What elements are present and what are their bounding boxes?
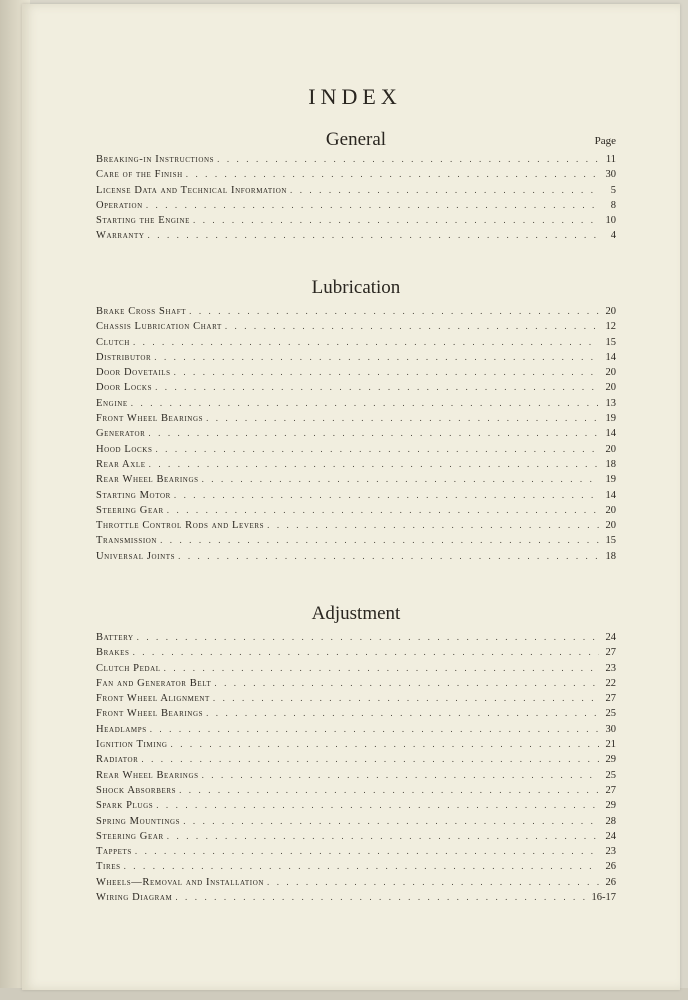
leader-dots <box>133 335 599 350</box>
leader-dots <box>149 457 599 472</box>
index-entry <box>96 783 616 798</box>
entry-page-number: 11 <box>605 154 616 165</box>
leader-dots <box>164 661 599 676</box>
leader-dots <box>155 380 599 395</box>
index-entry <box>96 722 616 737</box>
entry-label: Headlamps <box>96 723 147 735</box>
entry-label: Wheels—Removal and Installation <box>96 876 265 888</box>
entry-label: Distributor <box>96 351 152 363</box>
entry-page-number: 30 <box>605 169 616 181</box>
leader-dots <box>174 488 599 503</box>
section-adjustment <box>96 602 616 905</box>
leader-dots <box>133 645 599 660</box>
entry-label: Battery <box>96 632 134 643</box>
entry-label: Spark Plugs <box>96 800 154 812</box>
entry-page-number: 25 <box>605 769 616 781</box>
leader-dots <box>178 549 599 564</box>
entry-page-number: 26 <box>605 861 616 873</box>
entry-page-number: 23 <box>605 662 616 674</box>
leader-dots <box>171 737 599 752</box>
entry-label: Chassis Lubrication Chart <box>96 321 222 333</box>
leader-dots <box>131 396 599 411</box>
entry-page-number: 13 <box>605 397 616 409</box>
entry-label: Steering Gear <box>96 830 164 842</box>
leader-dots <box>186 167 599 182</box>
leader-dots <box>193 213 599 228</box>
entry-label: Front Wheel Alignment <box>96 693 210 705</box>
index-entry <box>96 645 616 660</box>
leader-dots <box>155 442 599 457</box>
entry-page-number: 27 <box>605 784 616 796</box>
entry-list <box>96 152 616 244</box>
entry-label: Generator <box>96 428 146 440</box>
page-column-label: Page <box>594 135 616 147</box>
index-entry <box>96 319 616 334</box>
index-entry <box>96 890 616 905</box>
index-entry <box>96 549 616 564</box>
entry-label: Engine <box>96 397 128 409</box>
leader-dots <box>267 875 599 890</box>
entry-page-number: 20 <box>605 382 616 394</box>
index-entry <box>96 426 616 441</box>
index-entry <box>96 198 616 213</box>
leader-dots <box>154 350 599 365</box>
entry-page-number: 14 <box>605 351 616 363</box>
entry-page-number: 19 <box>605 474 616 486</box>
leader-dots <box>150 722 599 737</box>
page-title: INDEX <box>308 84 402 109</box>
leader-dots <box>206 411 599 426</box>
index-entry <box>96 335 616 350</box>
entry-label: Starting Motor <box>96 489 171 501</box>
index-entry <box>96 350 616 365</box>
entry-page-number: 23 <box>605 846 616 858</box>
entry-label: Brakes <box>96 647 130 659</box>
index-entry <box>96 472 616 487</box>
entry-page-number: 19 <box>605 413 616 425</box>
index-entry <box>96 503 616 518</box>
index-entry <box>96 752 616 767</box>
leader-dots <box>148 228 599 243</box>
index-entry <box>96 737 616 752</box>
leader-dots <box>124 859 599 874</box>
index-entry <box>96 152 616 167</box>
entry-label: Rear Axle <box>96 458 146 470</box>
leader-dots <box>135 844 599 859</box>
leader-dots <box>267 518 599 533</box>
entry-label: Rear Wheel Bearings <box>96 474 199 486</box>
entry-label: Door Locks <box>96 382 153 394</box>
entry-page-number: 24 <box>605 632 616 643</box>
leader-dots <box>175 890 588 905</box>
index-entry <box>96 829 616 844</box>
entry-page-number: 20 <box>605 306 616 317</box>
entry-label: Door Dovetails <box>96 367 171 379</box>
entry-label: Starting the Engine <box>96 215 191 227</box>
index-entry <box>96 706 616 721</box>
index-entry <box>96 213 616 228</box>
entry-page-number: 16-17 <box>591 892 616 904</box>
index-entry <box>96 518 616 533</box>
section-heading: Adjustment <box>311 603 401 624</box>
entry-label: Front Wheel Bearings <box>96 413 204 425</box>
entry-label: Front Wheel Bearings <box>96 708 204 720</box>
entry-page-number: 30 <box>605 723 616 735</box>
entry-page-number: 14 <box>605 489 616 501</box>
entry-label: Operation <box>96 199 143 211</box>
entry-list <box>96 630 616 905</box>
entry-page-number: 26 <box>605 876 616 888</box>
entry-page-number: 10 <box>605 215 616 227</box>
entry-label: Tappets <box>96 846 132 858</box>
leader-dots <box>189 304 599 319</box>
entry-page-number: 4 <box>610 230 616 242</box>
entry-page-number: 5 <box>610 184 616 196</box>
leader-dots <box>146 198 599 213</box>
entry-page-number: 14 <box>605 428 616 440</box>
index-entry <box>96 859 616 874</box>
entry-label: Tires <box>96 861 121 873</box>
entry-label: Breaking-in Instructions <box>96 154 215 165</box>
index-entry <box>96 676 616 691</box>
entry-page-number: 18 <box>605 458 616 470</box>
entry-page-number: 15 <box>605 535 616 547</box>
index-entry <box>96 457 616 472</box>
leader-dots <box>206 706 599 721</box>
index-entry <box>96 167 616 182</box>
leader-dots <box>167 829 599 844</box>
index-entry <box>96 442 616 457</box>
entry-label: Steering Gear <box>96 504 164 516</box>
index-entry <box>96 691 616 706</box>
entry-label: Hood Locks <box>96 443 153 455</box>
index-entry <box>96 228 616 243</box>
entry-page-number: 20 <box>605 443 616 455</box>
leader-dots <box>213 691 599 706</box>
leader-dots <box>225 319 599 334</box>
index-entry <box>96 304 616 319</box>
index-entry <box>96 661 616 676</box>
index-entry <box>96 365 616 380</box>
leader-dots <box>214 676 599 691</box>
index-page <box>22 4 680 990</box>
entry-label: Shock Absorbers <box>96 784 177 796</box>
index-entry <box>96 396 616 411</box>
leader-dots <box>179 783 599 798</box>
leader-dots <box>141 752 599 767</box>
entry-label: Brake Cross Shaft <box>96 306 187 317</box>
entry-list <box>96 304 616 564</box>
entry-label: Care of the Finish <box>96 169 183 181</box>
section-heading: General <box>325 129 387 150</box>
leader-dots <box>174 365 599 380</box>
entry-page-number: 27 <box>605 647 616 659</box>
entry-label: Ignition Timing <box>96 739 168 751</box>
entry-page-number: 8 <box>610 199 616 211</box>
index-entry <box>96 380 616 395</box>
index-entry <box>96 768 616 783</box>
leader-dots <box>290 183 599 198</box>
entry-page-number: 20 <box>605 520 616 532</box>
leader-dots <box>202 472 599 487</box>
entry-page-number: 20 <box>605 504 616 516</box>
entry-label: License Data and Technical Information <box>96 184 288 196</box>
entry-label: Fan and Generator Belt <box>96 677 212 689</box>
leader-dots <box>156 798 599 813</box>
entry-label: Universal Joints <box>96 550 176 562</box>
entry-page-number: 24 <box>605 830 616 842</box>
entry-page-number: 15 <box>605 336 616 348</box>
entry-label: Radiator <box>96 754 139 766</box>
entry-label: Rear Wheel Bearings <box>96 769 199 781</box>
leader-dots <box>217 152 599 167</box>
index-entry <box>96 533 616 548</box>
leader-dots <box>183 814 599 829</box>
index-entry <box>96 814 616 829</box>
entry-page-number: 22 <box>605 677 616 689</box>
entry-label: Warranty <box>96 230 145 242</box>
entry-label: Transmission <box>96 535 158 547</box>
entry-label: Clutch <box>96 336 130 348</box>
section-general <box>96 128 616 244</box>
index-entry <box>96 183 616 198</box>
entry-label: Wiring Diagram <box>96 892 173 904</box>
index-entry <box>96 630 616 645</box>
leader-dots <box>137 630 599 645</box>
entry-page-number: 21 <box>605 739 616 751</box>
index-entry <box>96 875 616 890</box>
entry-page-number: 29 <box>605 800 616 812</box>
entry-page-number: 29 <box>605 754 616 766</box>
leader-dots <box>148 426 599 441</box>
leader-dots <box>160 533 599 548</box>
index-entry <box>96 411 616 426</box>
entry-page-number: 25 <box>605 708 616 720</box>
index-entry <box>96 844 616 859</box>
index-entry <box>96 488 616 503</box>
entry-label: Spring Mountings <box>96 815 181 827</box>
section-heading: Lubrication <box>311 277 401 298</box>
entry-label: Clutch Pedal <box>96 662 161 674</box>
entry-page-number: 20 <box>605 367 616 379</box>
entry-page-number: 18 <box>605 550 616 562</box>
entry-page-number: 28 <box>605 815 616 827</box>
index-entry <box>96 798 616 813</box>
entry-page-number: 12 <box>605 321 616 333</box>
leader-dots <box>167 503 599 518</box>
entry-page-number: 27 <box>605 693 616 705</box>
section-lubrication <box>96 276 616 564</box>
leader-dots <box>202 768 599 783</box>
entry-label: Throttle Control Rods and Levers <box>96 520 265 532</box>
